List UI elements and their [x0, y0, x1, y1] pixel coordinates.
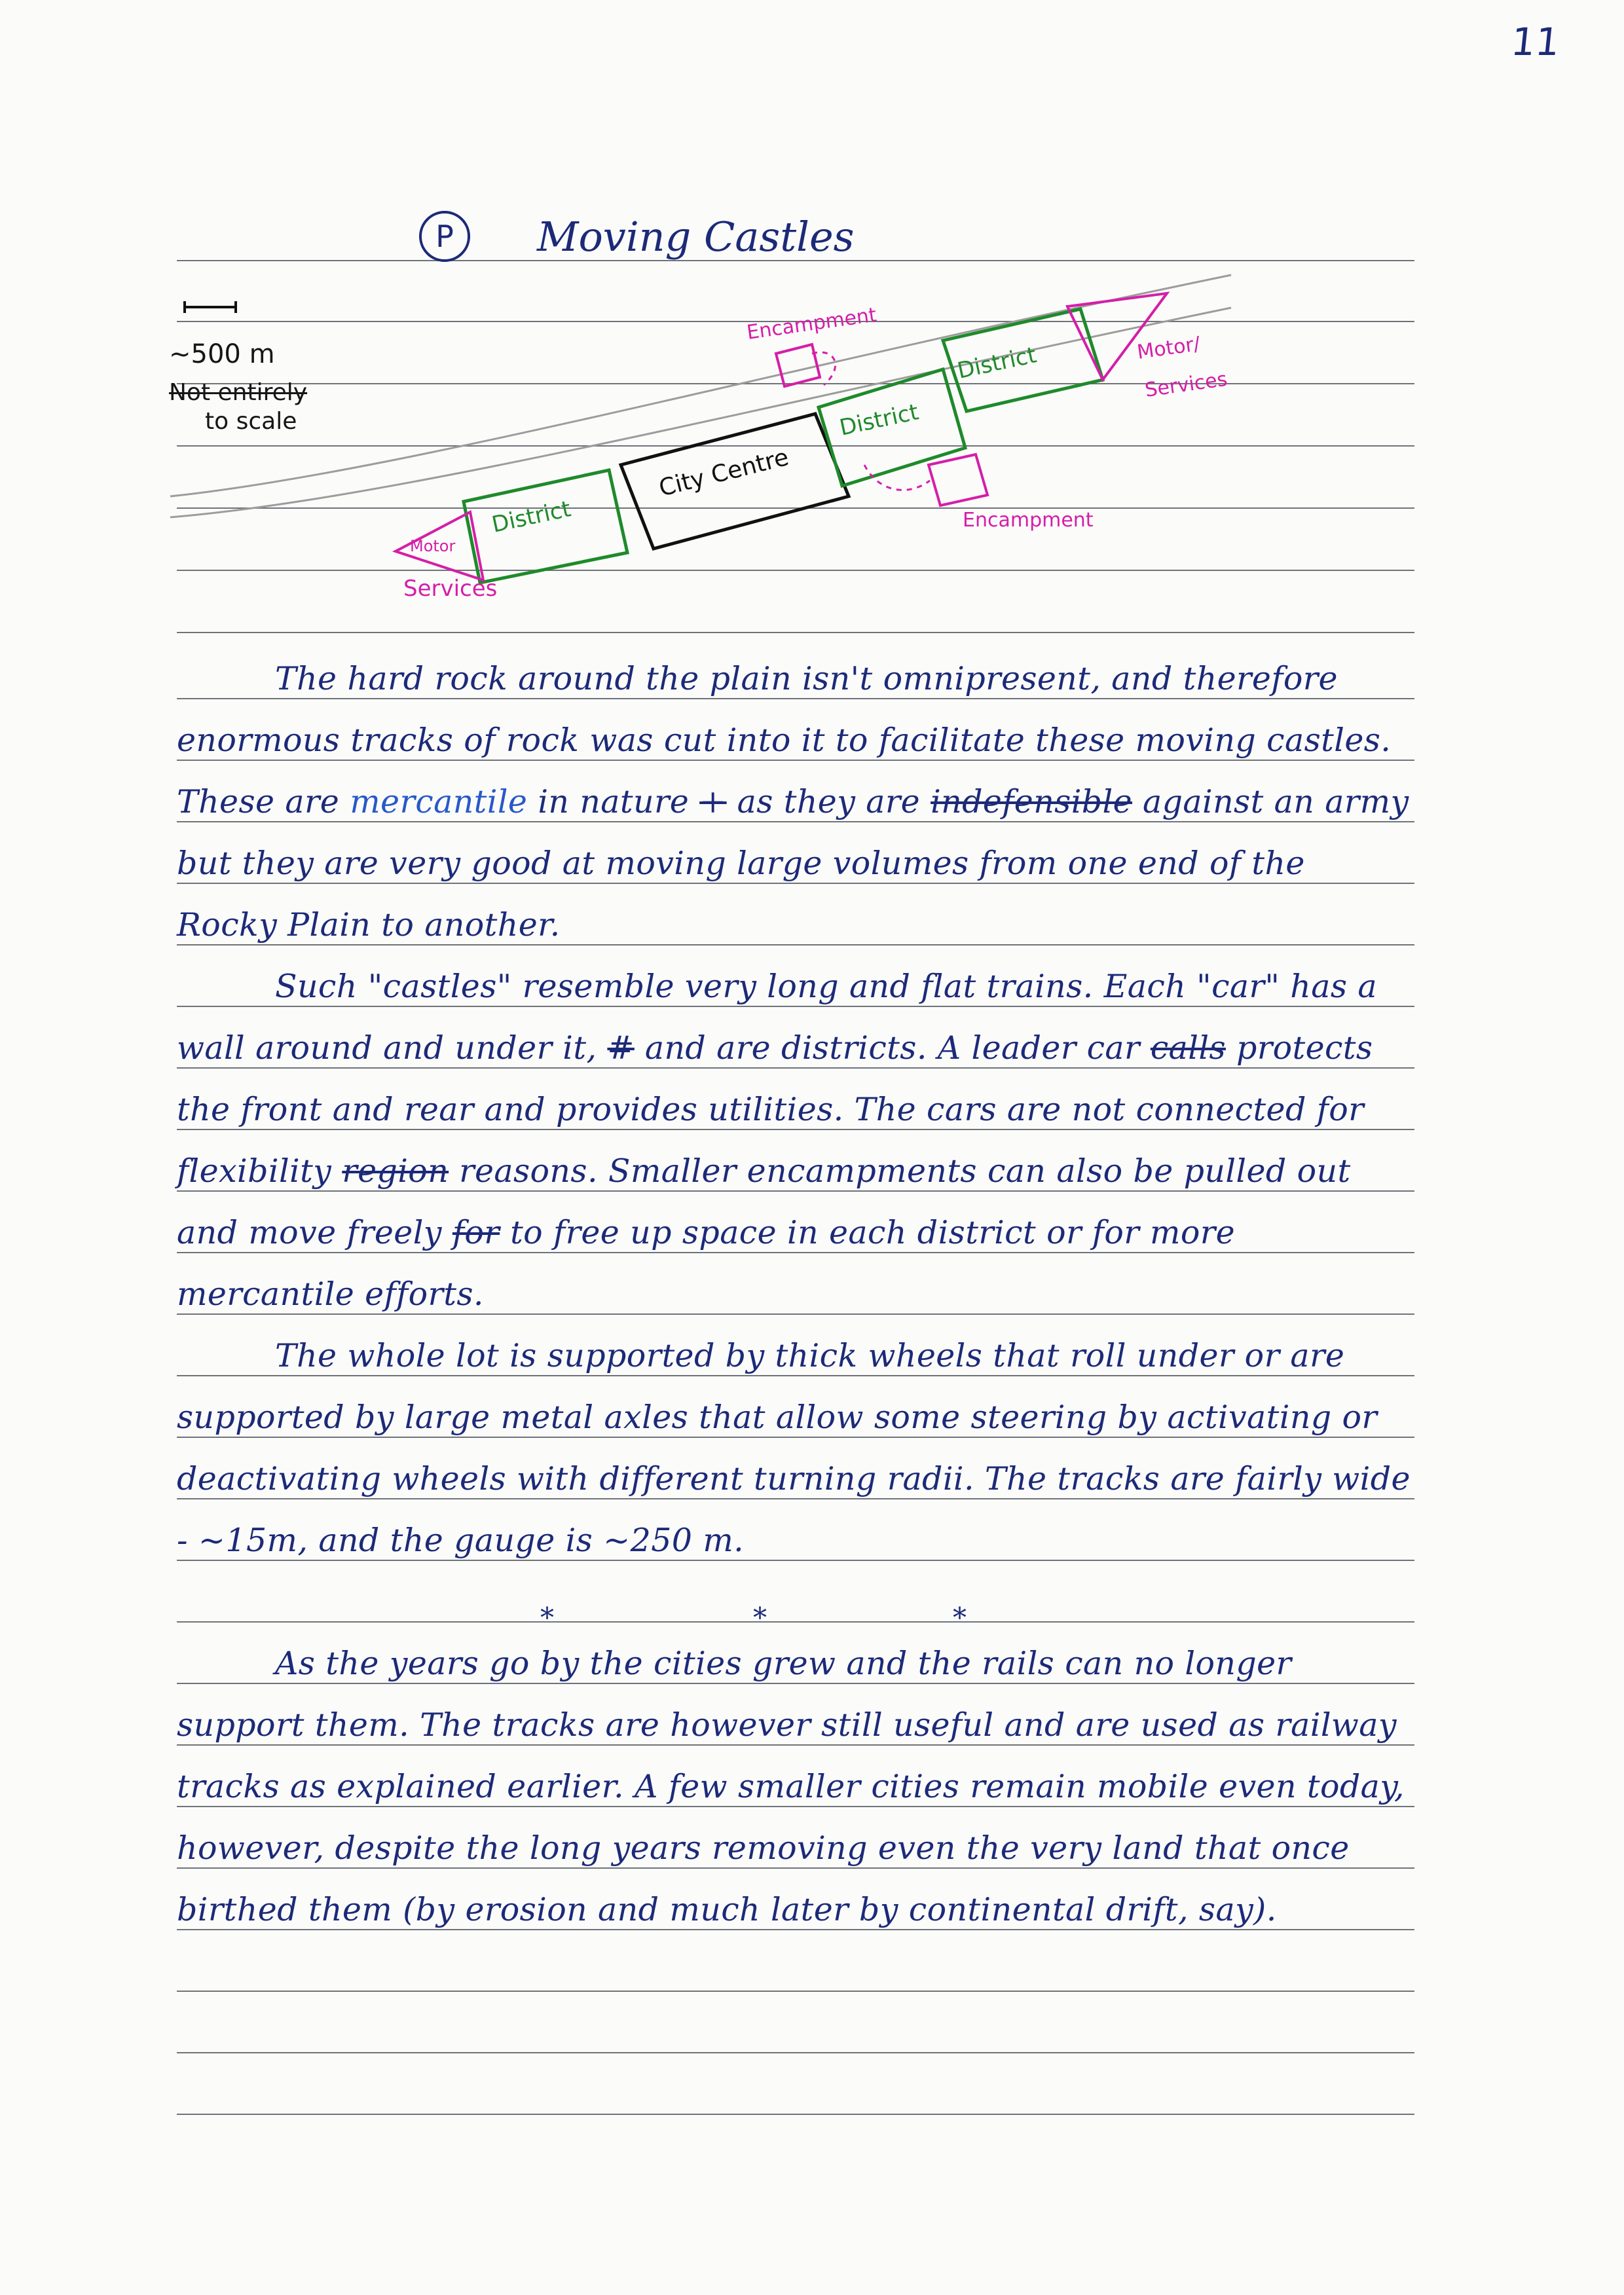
paragraph-1-text-c: as they are [737, 783, 921, 820]
paragraph-1-text: The hard rock around the plain isn't omnipresent, and therefore enormous tracks of rock was cut into it to facilitate these moving castles. These are [177, 660, 1392, 820]
ruled-line [177, 2114, 1414, 2115]
ruled-line [177, 1991, 1414, 1992]
district-upper-label: District [955, 342, 1039, 384]
struck-word: calls [1150, 1029, 1226, 1067]
motor-services-left-label-line1: Motor [410, 537, 456, 555]
motor-services-left-label-line2: Services [403, 576, 498, 602]
scale-note-line2: to scale [205, 408, 297, 435]
body-text [177, 648, 1414, 1941]
paragraph-3 [177, 1325, 1414, 1571]
paragraph-4-text: As the years go by the cities grew and the rails can no longer support them. The tracks are however still useful and are used as railway tracks as explained earlier. A few smaller cities remain mobile even today, however, despite the long years removing even the very land that once birthed them (by erosion and much later by continental drift, say). [177, 1645, 1405, 1928]
paragraph-2-text: Such "castles" resemble very long and flat trains. Each "car" has a wall around and under it, [177, 968, 1377, 1067]
encampment-top-label: Encampment [745, 303, 878, 344]
castle-diagram [0, 0, 1624, 655]
struck-word: for [452, 1214, 500, 1251]
star-mark: * [540, 1602, 555, 1634]
encampment-bottom-block [929, 454, 987, 505]
struck-symbol: + [699, 783, 727, 820]
paragraph-1-text-d: against an army but they are very good at moving large volumes from one end of the Rocky Plain to another. [177, 783, 1409, 944]
struck-word: region [342, 1152, 449, 1190]
section-marker: P [419, 211, 470, 262]
motor-services-right-label-line1: Motor/ [1135, 332, 1202, 364]
encampment-top-block [776, 344, 820, 386]
paragraph-4 [177, 1633, 1414, 1941]
star-mark: * [753, 1602, 767, 1634]
scale-note-line1: Not entirely [169, 379, 308, 406]
page-title: Moving Castles [537, 213, 855, 261]
motor-services-right-label-line2: Services [1143, 367, 1229, 402]
district-middle-label: District [837, 399, 921, 441]
note-stars [177, 1571, 1414, 1633]
struck-symbol: # [607, 1029, 635, 1067]
city-centre-label: City Centre [656, 443, 792, 502]
district-left-label: District [489, 496, 574, 538]
paragraph-2-text-c: protects the front and rear and provides utilities. The cars are not connected for flexibility [177, 1029, 1373, 1190]
struck-word: indefensible [931, 783, 1133, 820]
scale-label: ~500 m [169, 339, 275, 369]
ruled-line [177, 2052, 1414, 2053]
encampment-bottom-label: Encampment [963, 509, 1094, 532]
paragraph-1 [177, 648, 1414, 956]
star-mark: * [953, 1602, 967, 1634]
paragraph-2 [177, 956, 1414, 1325]
paragraph-1-text-b: in nature [538, 783, 690, 820]
paragraph-2-text-d: reasons. Smaller encampments can also be pulled out and move freely [177, 1152, 1351, 1251]
mercantile-word: mercantile [350, 783, 528, 820]
paragraph-3-text: The whole lot is supported by thick wheels that roll under or are supported by large metal axles that allow some steering by activating or deactivating wheels with different turning radii. The tracks are fairly wide - ~15m, and the gauge is ~250 m. [177, 1337, 1411, 1559]
page-number: 11 [1509, 20, 1562, 64]
paragraph-2-text-e: to free up space in each district or for more mercantile efforts. [177, 1214, 1236, 1313]
paragraph-2-text-b: and are districts. A leader car [644, 1029, 1140, 1067]
